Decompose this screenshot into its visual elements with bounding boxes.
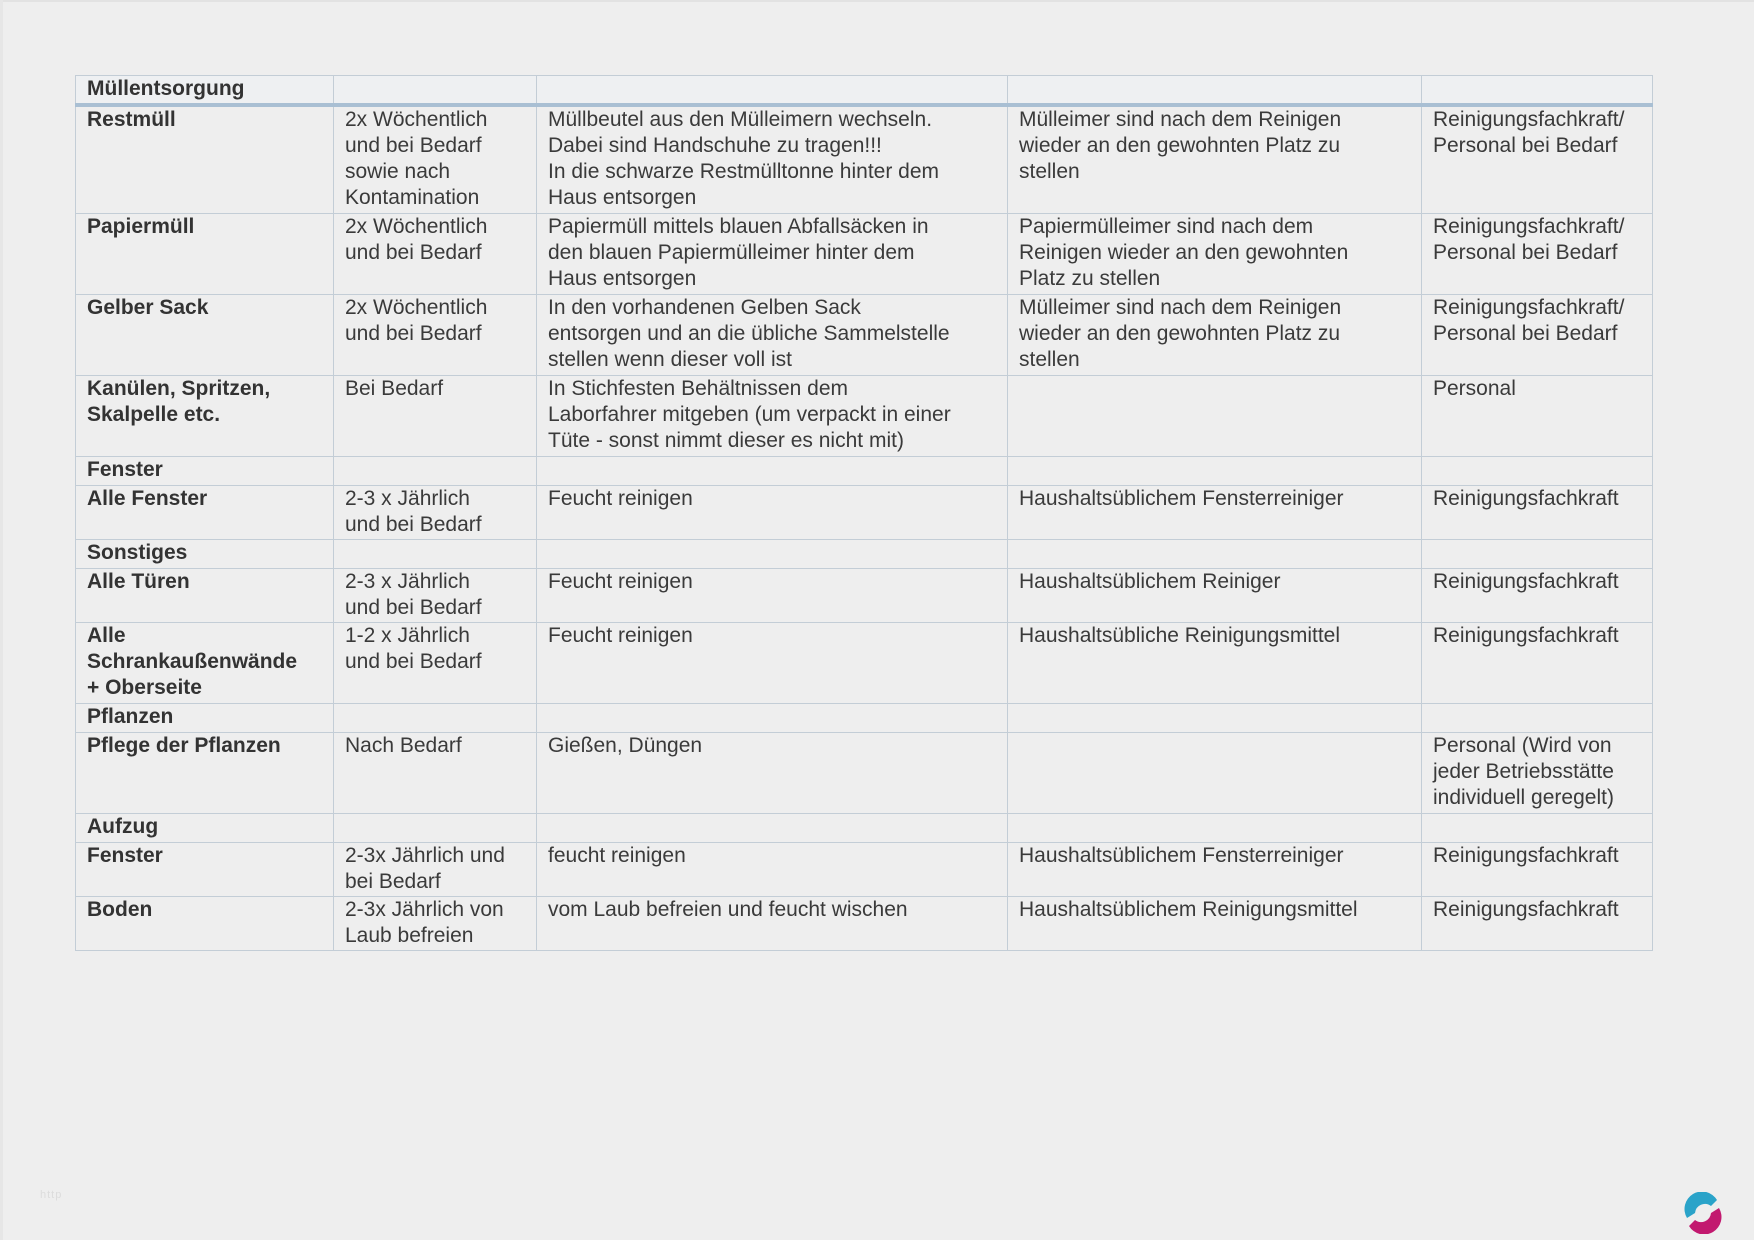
section-title: Fenster <box>76 457 334 486</box>
task-action: Gießen, Düngen <box>537 733 1008 814</box>
circular-arrows-logo-icon <box>1681 1192 1725 1234</box>
task-action: feucht reinigen <box>537 843 1008 897</box>
task-frequency: Bei Bedarf <box>334 376 537 457</box>
task-note: Mülleimer sind nach dem Reinigen wieder an den gewohnten Platz zu stellen <box>1008 105 1422 214</box>
task-label: Kanülen, Spritzen, Skalpelle etc. <box>76 376 334 457</box>
task-frequency: 2-3x Jährlich von Laub befreien <box>334 897 537 951</box>
task-label: Alle Türen <box>76 569 334 623</box>
table-row <box>76 569 1653 623</box>
task-note: Haushaltsüblichem Reiniger <box>1008 569 1422 623</box>
table-row <box>76 295 1653 376</box>
page-edge <box>0 0 1754 2</box>
table-row <box>76 486 1653 540</box>
task-label: Pflege der Pflanzen <box>76 733 334 814</box>
empty-cell <box>1008 704 1422 733</box>
task-label: Fenster <box>76 843 334 897</box>
empty-cell <box>1008 76 1422 106</box>
task-note: Haushaltsüblichem Fensterreiniger <box>1008 486 1422 540</box>
section-row <box>76 814 1653 843</box>
page-edge <box>0 0 3 1240</box>
task-note: Haushaltsübliche Reinigungsmittel <box>1008 623 1422 704</box>
table-row <box>76 623 1653 704</box>
section-title: Sonstiges <box>76 540 334 569</box>
empty-cell <box>537 814 1008 843</box>
task-responsible: Reinigungsfachkraft <box>1422 897 1653 951</box>
empty-cell <box>537 540 1008 569</box>
section-row <box>76 540 1653 569</box>
task-responsible: Personal (Wird von jeder Betriebsstätte individuell geregelt) <box>1422 733 1653 814</box>
table-row <box>76 897 1653 951</box>
task-action: In Stichfesten Behältnissen dem Laborfahrer mitgeben (um verpackt in einer Tüte - sonst nimmt dieser es nicht mit) <box>537 376 1008 457</box>
task-frequency: 2x Wöchentlich und bei Bedarf sowie nach Kontamination <box>334 105 537 214</box>
task-responsible: Reinigungsfachkraft <box>1422 843 1653 897</box>
task-frequency: 2-3 x Jährlich und bei Bedarf <box>334 569 537 623</box>
task-label: Alle Fenster <box>76 486 334 540</box>
task-action: Müllbeutel aus den Mülleimern wechseln. Dabei sind Handschuhe zu tragen!!! In die schwarze Restmülltonne hinter dem Haus entsorgen <box>537 105 1008 214</box>
empty-cell <box>1008 457 1422 486</box>
table-row <box>76 376 1653 457</box>
empty-cell <box>334 540 537 569</box>
empty-cell <box>1422 540 1653 569</box>
task-responsible: Reinigungsfachkraft/ Personal bei Bedarf <box>1422 295 1653 376</box>
watermark-text: http <box>40 1189 63 1201</box>
task-label: Alle Schrankaußenwände + Oberseite <box>76 623 334 704</box>
task-label: Papiermüll <box>76 214 334 295</box>
task-responsible: Reinigungsfachkraft <box>1422 486 1653 540</box>
task-note <box>1008 376 1422 457</box>
task-responsible: Reinigungsfachkraft <box>1422 623 1653 704</box>
task-responsible: Personal <box>1422 376 1653 457</box>
task-action: In den vorhandenen Gelben Sack entsorgen und an die übliche Sammelstelle stellen wenn dieser voll ist <box>537 295 1008 376</box>
task-action: Feucht reinigen <box>537 623 1008 704</box>
empty-cell <box>334 704 537 733</box>
empty-cell <box>537 704 1008 733</box>
table-row <box>76 105 1653 214</box>
task-label: Restmüll <box>76 105 334 214</box>
task-label: Boden <box>76 897 334 951</box>
empty-cell <box>1422 457 1653 486</box>
task-responsible: Reinigungsfachkraft/ Personal bei Bedarf <box>1422 105 1653 214</box>
task-label: Gelber Sack <box>76 295 334 376</box>
task-frequency: 2x Wöchentlich und bei Bedarf <box>334 214 537 295</box>
table-row <box>76 733 1653 814</box>
section-title: Aufzug <box>76 814 334 843</box>
section-row <box>76 704 1653 733</box>
section-title: Pflanzen <box>76 704 334 733</box>
task-note: Haushaltsüblichem Reinigungsmittel <box>1008 897 1422 951</box>
task-frequency: Nach Bedarf <box>334 733 537 814</box>
task-frequency: 2x Wöchentlich und bei Bedarf <box>334 295 537 376</box>
section-title: Müllentsorgung <box>76 76 334 106</box>
task-frequency: 2-3x Jährlich und bei Bedarf <box>334 843 537 897</box>
empty-cell <box>334 76 537 106</box>
cleaning-plan-table <box>75 75 1653 951</box>
task-note: Mülleimer sind nach dem Reinigen wieder an den gewohnten Platz zu stellen <box>1008 295 1422 376</box>
empty-cell <box>1008 540 1422 569</box>
task-note: Papiermülleimer sind nach dem Reinigen wieder an den gewohnten Platz zu stellen <box>1008 214 1422 295</box>
empty-cell <box>1008 814 1422 843</box>
task-frequency: 2-3 x Jährlich und bei Bedarf <box>334 486 537 540</box>
table-row <box>76 843 1653 897</box>
table-row <box>76 214 1653 295</box>
empty-cell <box>537 76 1008 106</box>
task-responsible: Reinigungsfachkraft <box>1422 569 1653 623</box>
task-note: Haushaltsüblichem Fensterreiniger <box>1008 843 1422 897</box>
task-responsible: Reinigungsfachkraft/ Personal bei Bedarf <box>1422 214 1653 295</box>
empty-cell <box>1422 704 1653 733</box>
task-note <box>1008 733 1422 814</box>
empty-cell <box>537 457 1008 486</box>
empty-cell <box>1422 76 1653 106</box>
task-action: vom Laub befreien und feucht wischen <box>537 897 1008 951</box>
task-action: Feucht reinigen <box>537 486 1008 540</box>
section-row <box>76 457 1653 486</box>
empty-cell <box>334 814 537 843</box>
task-frequency: 1-2 x Jährlich und bei Bedarf <box>334 623 537 704</box>
empty-cell <box>334 457 537 486</box>
task-action: Papiermüll mittels blauen Abfallsäcken in den blauen Papiermülleimer hinter dem Haus entsorgen <box>537 214 1008 295</box>
empty-cell <box>1422 814 1653 843</box>
task-action: Feucht reinigen <box>537 569 1008 623</box>
table-header-row <box>76 76 1653 106</box>
